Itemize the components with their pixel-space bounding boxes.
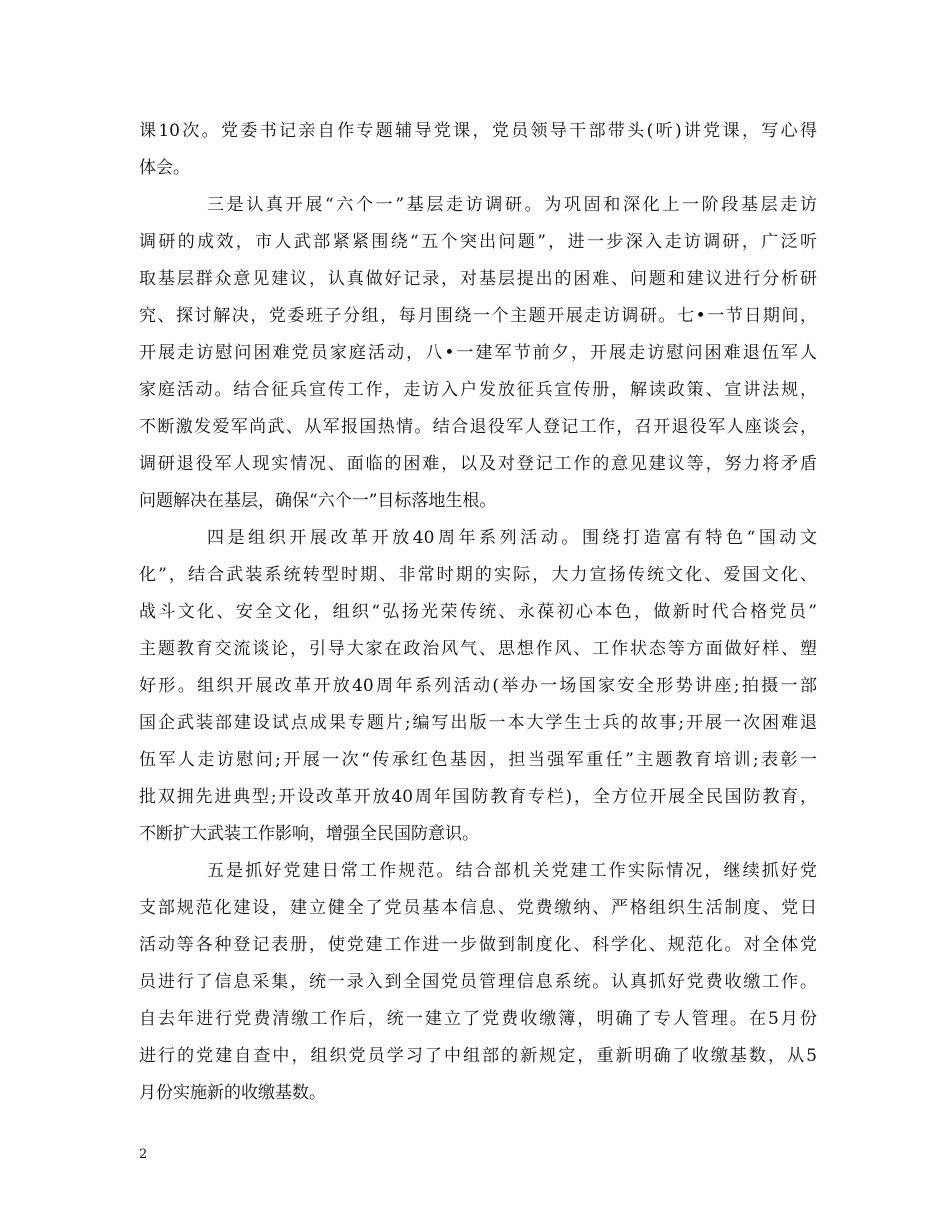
text-line: 三是认真开展“六个一”基层走访调研。为巩固和深化上一阶段基层走访 [207, 195, 817, 215]
text-line: 批双拥先进典型;开设改革开放40周年国防教育专栏)，全方位开展全民国防教育， [139, 787, 817, 807]
text-line: 调研退役军人现实情况、面临的困难，以及对登记工作的意见建议等，努力将矛盾 [139, 454, 817, 474]
text-line: 伍军人走访慰问;开展一次“传承红色基因，担当强军重任”主题教育培训;表彰一 [139, 750, 817, 770]
text-line: 四是组织开展改革开放40周年系列活动。围绕打造富有特色“国动文 [207, 528, 817, 548]
text-line: 取基层群众意见建议，认真做好记录，对基层提出的困难、问题和建议进行分析研 [139, 269, 817, 289]
text-line: 开展走访慰问困难党员家庭活动，八•一建军节前夕，开展走访慰问困难退伍军人 [139, 343, 817, 363]
text-line: 家庭活动。结合征兵宣传工作，走访入户发放征兵宣传册，解读政策、宣讲法规， [139, 380, 817, 400]
text-line: 体会。 [139, 158, 190, 178]
paragraph [139, 187, 817, 520]
text-line: 好形。组织开展改革开放40周年系列活动(举办一场国家安全形势讲座;拍摄一部 [139, 676, 817, 696]
text-line: 月份实施新的收缴基数。 [139, 1083, 326, 1103]
paragraph [139, 520, 817, 853]
text-line: 课10次。党委书记亲自作专题辅导党课，党员领导干部带头(听)讲党课，写心得 [139, 121, 817, 141]
text-line: 不断扩大武装工作影响，增强全民国防意识。 [139, 824, 479, 844]
body-text [139, 113, 817, 1112]
text-line: 活动等各种登记表册，使党建工作进一步做到制度化、科学化、规范化。对全体党 [139, 935, 817, 955]
page-number: 2 [139, 1147, 148, 1162]
text-line: 五是抓好党建日常工作规范。结合部机关党建工作实际情况，继续抓好党 [207, 861, 817, 881]
paragraph [139, 113, 817, 187]
text-line: 战斗文化、安全文化，组织“弘扬光荣传统、永葆初心本色，做新时代合格党员” [139, 602, 817, 622]
text-line: 主题教育交流谈论，引导大家在政治风气、思想作风、工作状态等方面做好样、塑 [139, 639, 817, 659]
text-line: 不断激发爱军尚武、从军报国热情。结合退役军人登记工作，召开退役军人座谈会， [139, 417, 817, 437]
text-line: 进行的党建自查中，组织党员学习了中组部的新规定，重新明确了收缴基数，从5 [139, 1046, 817, 1066]
text-line: 支部规范化建设，建立健全了党员基本信息、党费缴纳、严格组织生活制度、党日 [139, 898, 817, 918]
text-line: 员进行了信息采集，统一录入到全国党员管理信息系统。认真抓好党费收缴工作。 [139, 972, 817, 992]
text-line: 问题解决在基层，确保“六个一”目标落地生根。 [139, 491, 497, 511]
text-line: 自去年进行党费清缴工作后，统一建立了党费收缴簿，明确了专人管理。在5月份 [139, 1009, 817, 1029]
text-line: 究、探讨解决，党委班子分组，每月围绕一个主题开展走访调研。七•一节日期间， [139, 306, 817, 326]
text-line: 化”，结合武装系统转型时期、非常时期的实际，大力宣扬传统文化、爱国文化、 [139, 565, 817, 585]
text-line: 调研的成效，市人武部紧紧围绕“五个突出问题”，进一步深入走访调研，广泛听 [139, 232, 817, 252]
paragraph [139, 853, 817, 1112]
text-line: 国企武装部建设试点成果专题片;编写出版一本大学生士兵的故事;开展一次困难退 [139, 713, 817, 733]
